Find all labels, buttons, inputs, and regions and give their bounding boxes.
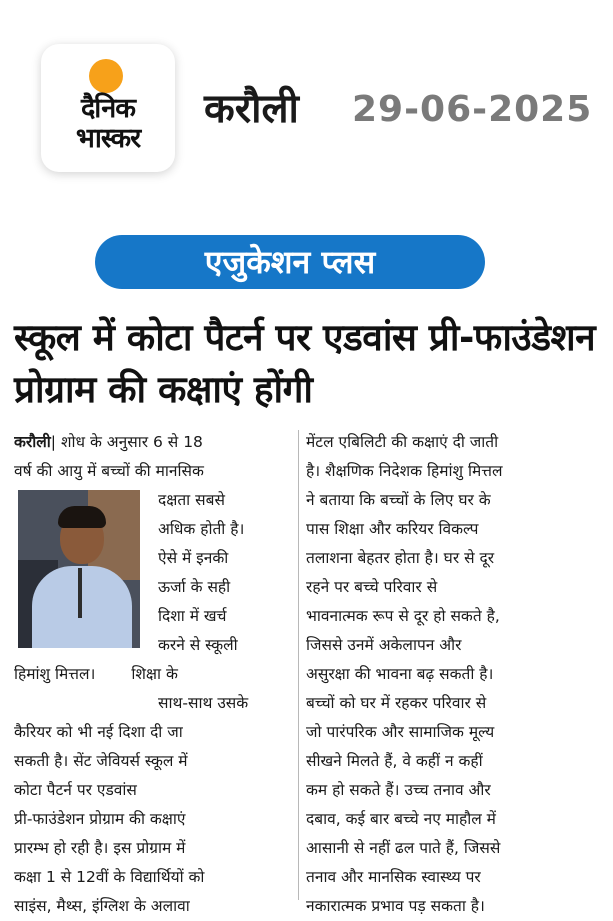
logo-text-line2: भास्कर [75,123,141,154]
text-line: जिससे उनमें अकेलापन और [306,636,462,654]
text-line: करौली| शोध के अनुसार 6 से 18 [14,433,203,451]
text-line: भावनात्मक रूप से दूर हो सकते है, [306,607,500,625]
dateline: करौली [14,433,51,451]
text-line: प्री-फाउंडेशन प्रोग्राम की कक्षाएं [14,810,186,828]
text-line: तलाशना बेहतर होता है। घर से दूर [306,549,495,567]
dainik-bhaskar-logo [41,44,175,172]
text-line: साथ-साथ उसके [158,694,249,712]
text-line: ऊर्जा के सही [158,578,231,596]
text-line: मेंटल एबिलिटी की कक्षाएं दी जाती [306,433,499,451]
text-line: है। शैक्षणिक निदेशक हिमांशु मित्तल [306,462,503,480]
text-line: बच्चों को घर में रहकर परिवार से [306,694,487,712]
article-column-right [306,428,596,921]
text-line: अधिक होती है। [158,520,245,538]
text-line: आसानी से नहीं ढल पाते हैं, जिससे [306,839,501,857]
text-line: जो पारंपरिक और सामाजिक मूल्य [306,723,495,741]
text-line: कोटा पैटर्न पर एडवांस [14,781,137,799]
edition-date: 29-06-2025 [352,89,593,130]
text-line: दिशा में खर्च [158,607,227,625]
edition-city: करौली [204,86,299,132]
text-line: दबाव, कई बार बच्चे नए माहौल में [306,810,496,828]
text-line: हिमांशु मित्तल। शिक्षा के [14,665,178,683]
text-line: करने से स्कूली [158,636,238,654]
text-line: ऐसे में इनकी [158,549,229,567]
text-line: कैरियर को भी नई दिशा दी जा [14,723,183,741]
text-line: दक्षता सबसे [158,491,225,509]
text-line: ने बताया कि बच्चों के लिए घर के [306,491,491,509]
text-line: तनाव और मानसिक स्वास्थ्य पर [306,868,481,886]
column-divider [298,430,299,900]
text-line: रहने पर बच्चे परिवार से [306,578,438,596]
text-line: साइंस, मैथ्स, इंग्लिश के अलावा [14,897,190,915]
text-line: सकती है। सेंट जेवियर्स स्कूल में [14,752,188,770]
text-line: पास शिक्षा और करियर विकल्प [306,520,479,538]
article-headline: स्कूल में कोटा पैटर्न पर एडवांस प्री-फाउंडेशन प्रोग्राम की कक्षाएं होंगी [14,316,596,411]
text-line: सीखने मिलते हैं, वे कहीं न कहीं [306,752,483,770]
article-column-left [14,428,289,921]
sun-icon [89,59,123,93]
logo-text-line1: दैनिक [80,93,136,124]
text-line: असुरक्षा की भावना बढ़ सकती है। [306,665,494,683]
text-line: कक्षा 1 से 12वीं के विद्यार्थियों को [14,868,205,886]
photo-caption: हिमांशु मित्तल। [14,665,96,683]
text-line: कम हो सकते हैं। उच्च तनाव और [306,781,491,799]
section-label: एजुकेशन प्लस [204,243,376,281]
text-line: प्रारम्भ हो रही है। इस प्रोग्राम में [14,839,186,857]
text-line: नकारात्मक प्रभाव पड़ सकता है। [306,897,485,915]
section-banner [95,235,485,289]
text-line: वर्ष की आयु में बच्चों की मानसिक [14,462,204,480]
